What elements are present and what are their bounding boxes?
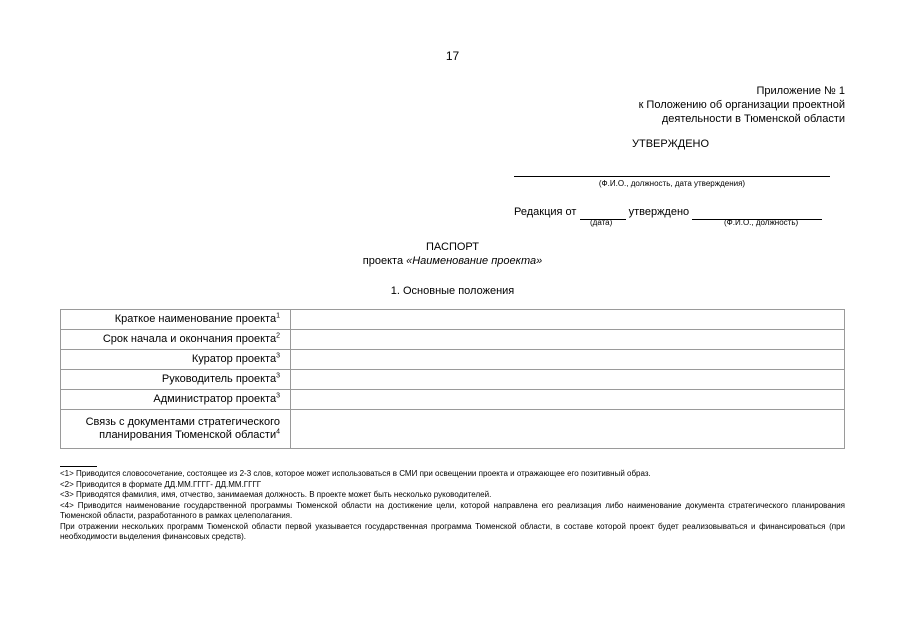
edition-date-caption: (дата) — [590, 218, 613, 227]
appendix-line-1: Приложение № 1 — [756, 85, 845, 97]
appendix-line-2: к Положению об организации проектной — [638, 99, 845, 111]
approval-signature-caption: (Ф.И.О., должность, дата утверждения) — [598, 179, 746, 188]
project-subtitle-prefix: проекта — [362, 255, 407, 267]
edition-fio-caption: (Ф.И.О., должность) — [724, 218, 799, 227]
footnote-separator — [60, 466, 97, 467]
table-row — [61, 310, 845, 330]
footnote: При отражении нескольких программ Тюменской области первой указывается государственная программа Тюменской области, в составе которой проект будет реализовываться и финансироваться (при необходимости выделения финансовых средств). — [60, 521, 845, 541]
table-row — [61, 350, 845, 370]
approved-label: УТВЕРЖДЕНО — [632, 138, 710, 150]
footnote: <3> Приводятся фамилия, имя, отчество, занимаемая должность. В проекте может быть несколько руководителей. — [60, 490, 492, 499]
footnote-ref: 3 — [276, 352, 280, 360]
row-value-cell[interactable] — [291, 410, 845, 449]
footnote-ref: 3 — [276, 372, 280, 380]
table-row — [61, 410, 845, 449]
row-value-cell[interactable] — [291, 370, 845, 390]
table-row — [61, 370, 845, 390]
row-value-cell[interactable] — [291, 390, 845, 410]
project-subtitle — [0, 254, 905, 268]
row-label: Руководитель проекта$^3$ — [61, 370, 291, 390]
project-name-placeholder: «Наименование проекта» — [406, 255, 543, 267]
approval-signature-line — [514, 176, 830, 177]
footnote-ref: 4 — [276, 428, 280, 436]
row-label: Администратор проекта$^3$ — [61, 390, 291, 410]
footnote: <1> Приводится словосочетание, состоящее из 2-3 слов, которое может использоваться в СМИ при освещении проекта и отражающее его позитивный образ. — [60, 469, 651, 478]
page-number: 17 — [445, 49, 460, 63]
row-label: Срок начала и окончания проекта$^2$ — [61, 330, 291, 350]
footnote: <4> Приводится наименование государственной программы Тюменской области на достижение цели, которой направлена его реализация либо наименование документа стратегического планирования Тюменской области, разработанного в рамках целеполагания. — [60, 500, 845, 520]
row-value-cell[interactable] — [291, 330, 845, 350]
footnote: <2> Приводится в формате ДД.ММ.ГГГГ- ДД.ММ.ГГГГ — [60, 479, 262, 489]
footnote-ref: 2 — [276, 332, 280, 340]
footnote-ref: 1 — [276, 312, 280, 320]
footnote-ref: 3 — [276, 392, 280, 400]
row-value-cell[interactable] — [291, 350, 845, 370]
row-label: Куратор проекта$^3$ — [61, 350, 291, 370]
passport-title: ПАСПОРТ — [426, 241, 479, 253]
table-row — [61, 330, 845, 350]
document-title — [0, 240, 905, 268]
basic-provisions-table — [60, 309, 845, 449]
appendix-heading — [639, 84, 845, 126]
section-title: 1. Основные положения — [390, 285, 515, 297]
row-label: Связь с документами стратегического планирования Тюменской области$^4$ — [61, 410, 291, 449]
row-label: Краткое наименование проекта$^1$ — [61, 310, 291, 330]
edition-label: Редакция от — [514, 206, 577, 218]
table-row — [61, 390, 845, 410]
edition-approved-label: утверждено — [628, 206, 690, 218]
row-value-cell[interactable] — [291, 310, 845, 330]
footnotes — [60, 469, 845, 543]
appendix-line-3: деятельности в Тюменской области — [661, 113, 845, 125]
